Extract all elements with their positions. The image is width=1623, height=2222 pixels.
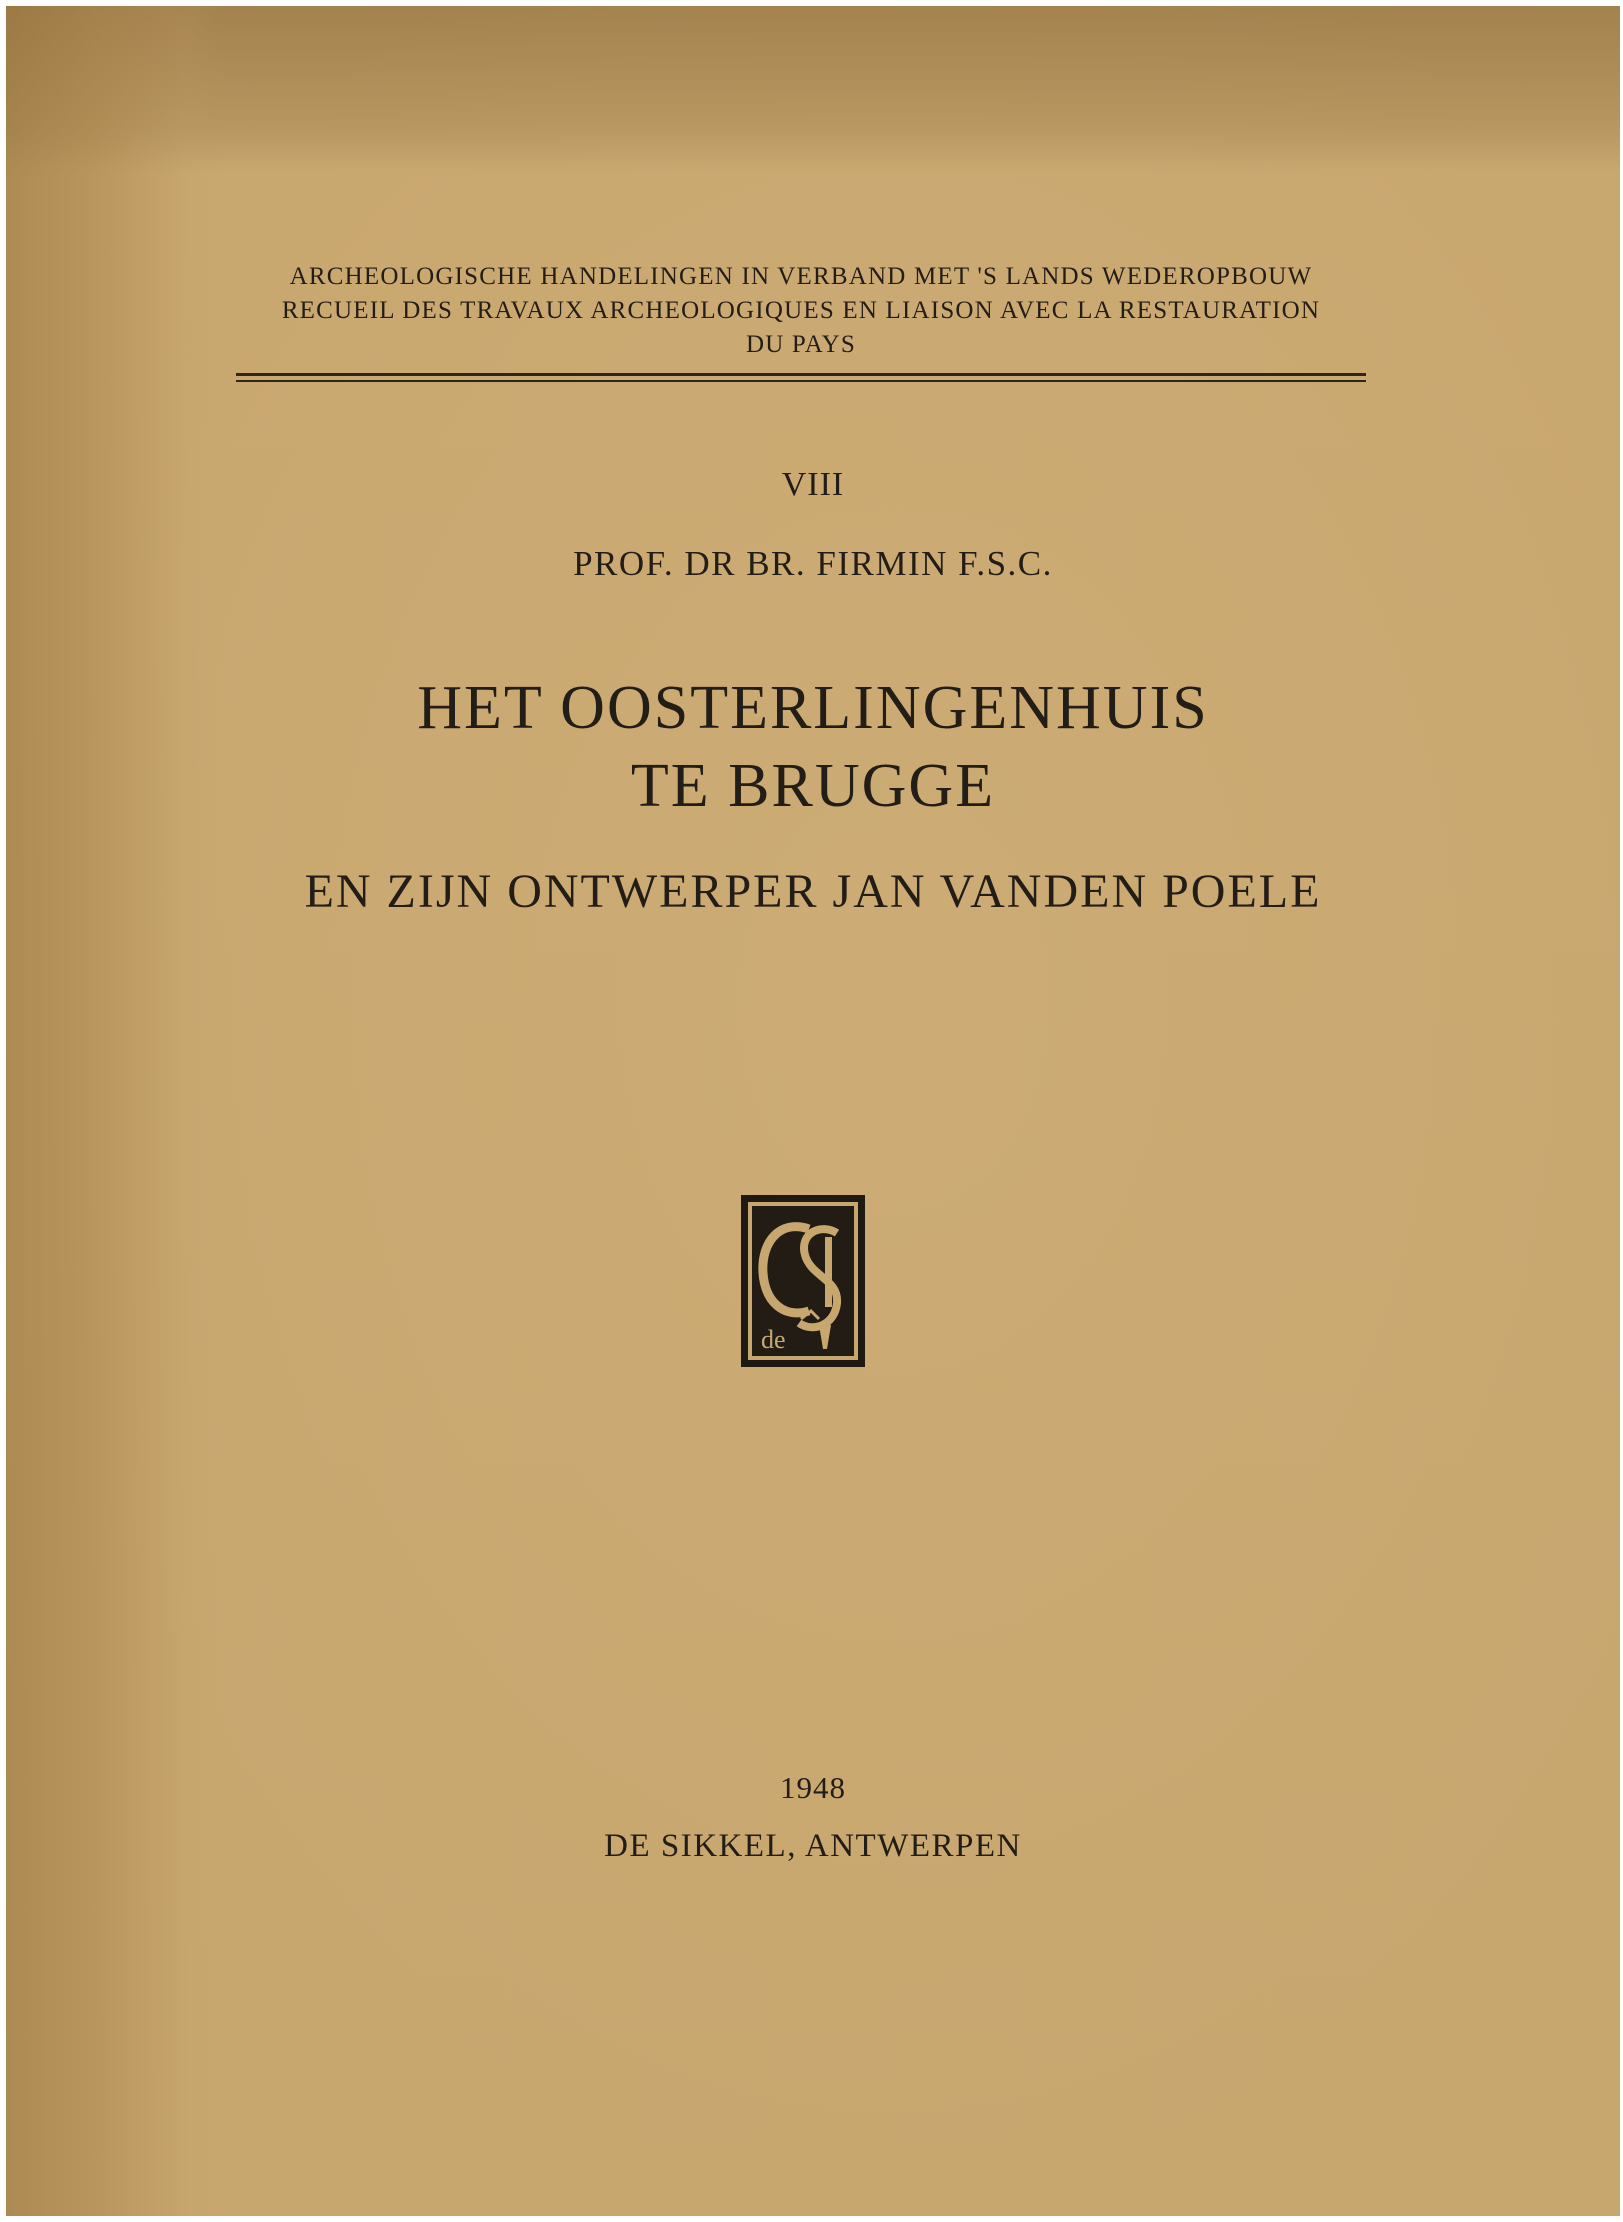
book-title-line-1: HET OOSTERLINGENHUIS: [417, 674, 1209, 742]
author-name: PROF. DR BR. FIRMIN F.S.C.: [573, 544, 1053, 583]
publication-year: 1948: [780, 1770, 846, 1805]
cover-content: [6, 6, 1620, 2216]
svg-text:de: de: [761, 1325, 786, 1354]
book-subtitle: EN ZIJN ONTWERPER JAN VANDEN POELE: [304, 865, 1322, 918]
book-cover: [6, 6, 1620, 2216]
publisher-name: DE SIKKEL, ANTWERPEN: [604, 1828, 1022, 1864]
series-title-line-3: DU PAYS: [745, 331, 857, 358]
publisher-monogram-icon: [739, 1193, 867, 1369]
series-title-line-2: RECUEIL DES TRAVAUX ARCHEOLOGIQUES EN LIAISON AVEC LA RESTAURATION: [281, 297, 1321, 324]
divider-rule: [236, 373, 1366, 376]
book-title-line-2: TE BRUGGE: [630, 752, 996, 820]
divider-rule-thin: [236, 380, 1366, 382]
series-title-line-1: ARCHEOLOGISCHE HANDELINGEN IN VERBAND MET 'S LANDS WEDEROPBOUW: [289, 263, 1313, 290]
volume-number: VIII: [781, 466, 845, 503]
